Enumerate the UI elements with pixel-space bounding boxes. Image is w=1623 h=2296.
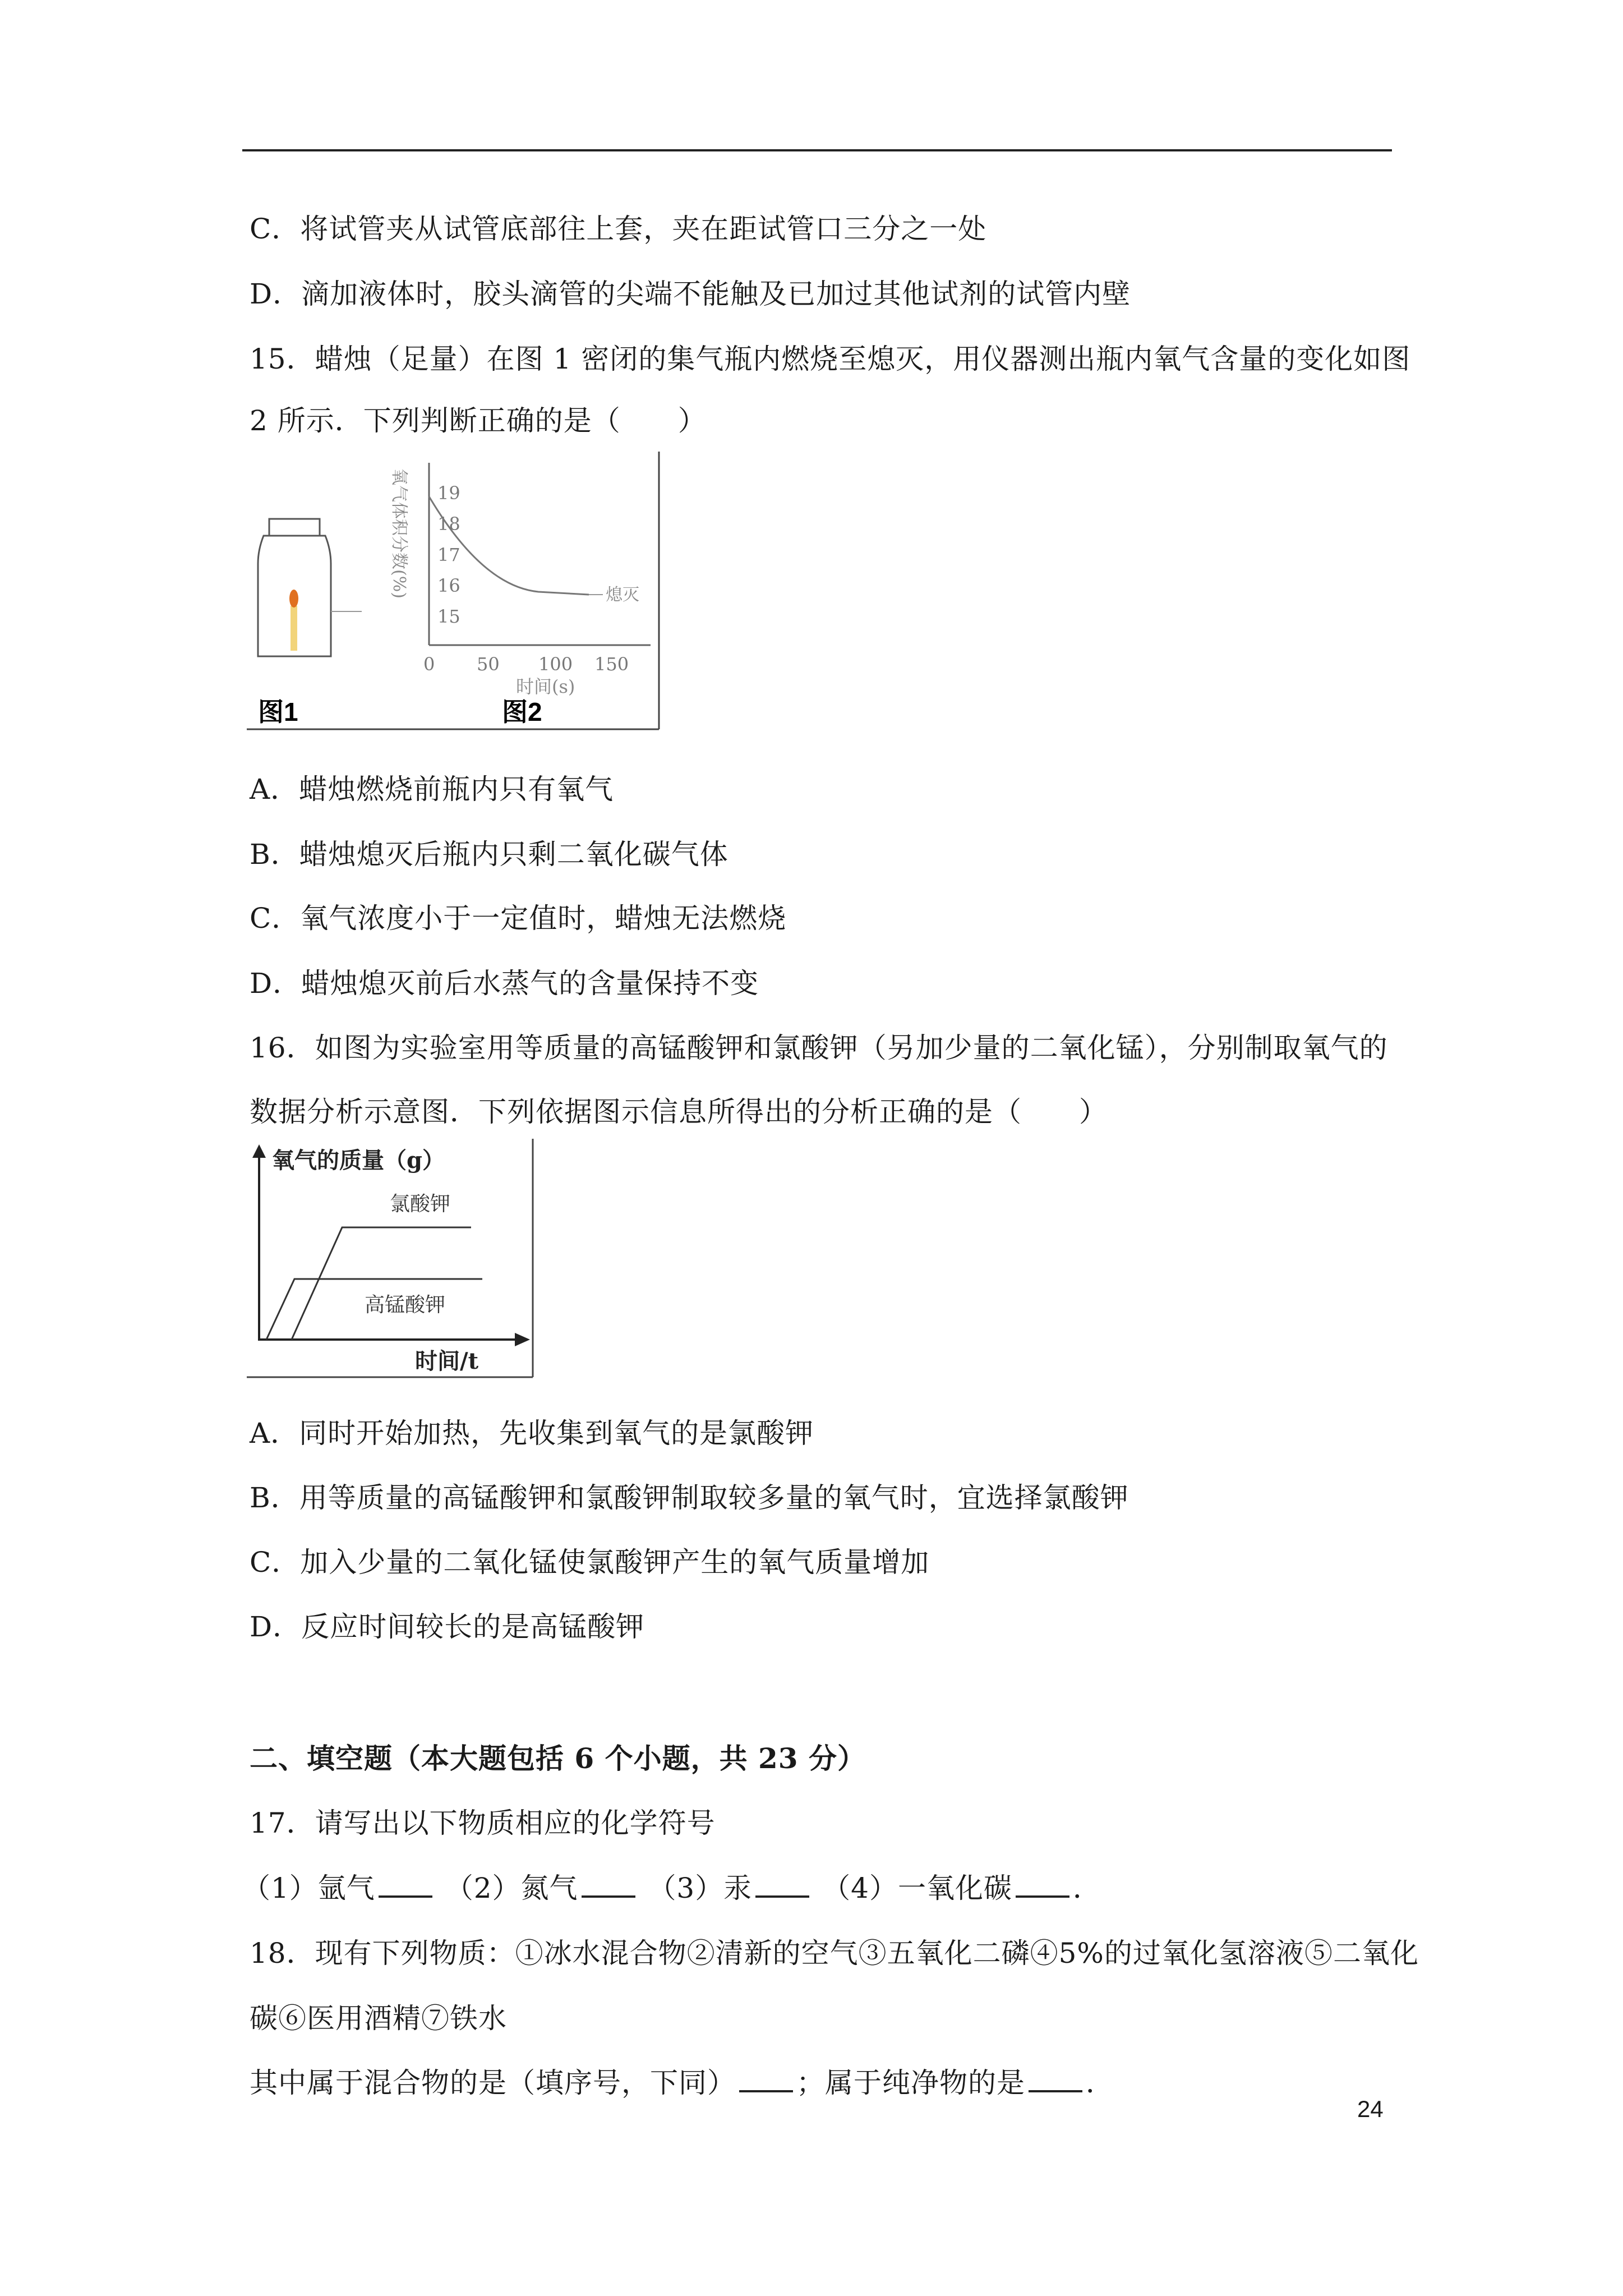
x-axis-label: 时间(s) (516, 676, 575, 697)
section-title: 二、填空题（本大题包括 6 个小题，共 23 分） (250, 1742, 866, 1775)
y-tick-18: 18 (437, 513, 460, 535)
q18-blank-2[interactable] (1029, 2067, 1082, 2092)
q16-y-label: 氧气的质量（g） (272, 1147, 445, 1174)
q16-figure-svg (247, 1139, 538, 1380)
q16-stem-line1: 16．如图为实验室用等质量的高锰酸钾和氯酸钾（另加少量的二氧化锰），分别制取氧气的 (250, 1032, 1388, 1064)
q17-blanks-line (242, 1871, 1101, 1905)
q14-option-c: C．将试管夹从试管底部往上套，夹在距试管口三分之一处 (250, 213, 987, 245)
q17-part1: （1）氩气 (242, 1872, 375, 1904)
y-tick-15: 15 (437, 606, 460, 627)
fig1-label: 图1 (258, 697, 298, 726)
fig2-label: 图2 (502, 697, 542, 726)
q16-x-label: 时间/t (415, 1348, 479, 1374)
q18-blank-1[interactable] (739, 2067, 793, 2092)
q16-figure (247, 1139, 538, 1380)
q18-stem-line1: 18．现有下列物质：①冰水混合物②清新的空气③五氧化二磷④5%的过氧化氢溶液⑤二氧化 (250, 1937, 1419, 1970)
q15-stem-line2: 2 所示．下列判断正确的是（ ） (250, 404, 707, 437)
q15-figure-svg (247, 452, 662, 732)
q17-stem: 17．请写出以下物质相应的化学符号 (250, 1807, 716, 1839)
q15-option-b: B．蜡烛熄灭后瓶内只剩二氧化碳气体 (250, 838, 728, 871)
y-axis-label: 氧气体积分数(%) (389, 468, 409, 599)
q17-part2: （2）氮气 (445, 1872, 578, 1904)
q16-option-b: B．用等质量的高锰酸钾和氯酸钾制取较多量的氧气时，宜选择氯酸钾 (250, 1481, 1129, 1514)
q16-option-c: C．加入少量的二氧化锰使氯酸钾产生的氧气质量增加 (250, 1546, 930, 1579)
q17-blank-4[interactable] (1016, 1872, 1069, 1898)
q16-y-arrow (252, 1144, 266, 1158)
q17-blank-3[interactable] (755, 1872, 809, 1898)
page-number: 24 (1357, 2096, 1384, 2122)
q15-option-c: C．氧气浓度小于一定值时，蜡烛无法燃烧 (250, 902, 787, 935)
q17-blank-2[interactable] (582, 1872, 635, 1898)
y-tick-17: 17 (437, 544, 460, 565)
q16-stem-line2: 数据分析示意图．下列依据图示信息所得出的分析正确的是（ ） (250, 1096, 1108, 1128)
q16-option-d: D．反应时间较长的是高锰酸钾 (250, 1611, 645, 1643)
q15-option-d: D．蜡烛熄灭前后水蒸气的含量保持不变 (250, 967, 759, 1000)
q17-end: ． (1072, 1872, 1101, 1904)
series-label-kclo3: 氯酸钾 (390, 1193, 451, 1216)
q18-ans-a: 其中属于混合物的是（填序号，下同） (250, 2067, 736, 2099)
q16-option-a: A．同时开始加热，先收集到氧气的是氯酸钾 (250, 1417, 814, 1450)
q18-stem-line2: 碳⑥医用酒精⑦铁水 (250, 2002, 507, 2035)
series-line-kclo3 (292, 1227, 471, 1340)
x-tick-0: 0 (423, 654, 435, 675)
q17-blank-1[interactable] (379, 1872, 432, 1898)
x-tick-100: 100 (538, 654, 573, 675)
oxygen-chart (429, 463, 651, 645)
q15-option-a: A．蜡烛燃烧前瓶内只有氧气 (250, 773, 614, 806)
q18-ans-mid: ；属于纯净物的是 (796, 2067, 1025, 2099)
gas-jar-icon (258, 519, 362, 656)
series-label-kmno4: 高锰酸钾 (365, 1294, 446, 1317)
q16-x-arrow (515, 1333, 530, 1346)
x-tick-50: 50 (477, 654, 500, 675)
q17-part4: （4）一氧化碳 (822, 1872, 1012, 1904)
curve-label: 熄灭 (606, 585, 639, 605)
q14-option-d: D．滴加液体时，胶头滴管的尖端不能触及已加过其他试剂的试管内壁 (250, 278, 1131, 310)
q18-end: ． (1086, 2067, 1114, 2099)
y-tick-19: 19 (437, 482, 460, 504)
header-rule (242, 149, 1392, 151)
q18-answer-line (250, 2066, 1114, 2100)
x-tick-150: 150 (594, 654, 629, 675)
q15-stem-line1: 15．蜡烛（足量）在图 1 密闭的集气瓶内燃烧至熄灭，用仪器测出瓶内氧气含量的变化如图 (250, 343, 1411, 375)
y-tick-16: 16 (437, 575, 460, 596)
q15-figure (247, 452, 662, 732)
q17-part3: （3）汞 (648, 1872, 753, 1904)
